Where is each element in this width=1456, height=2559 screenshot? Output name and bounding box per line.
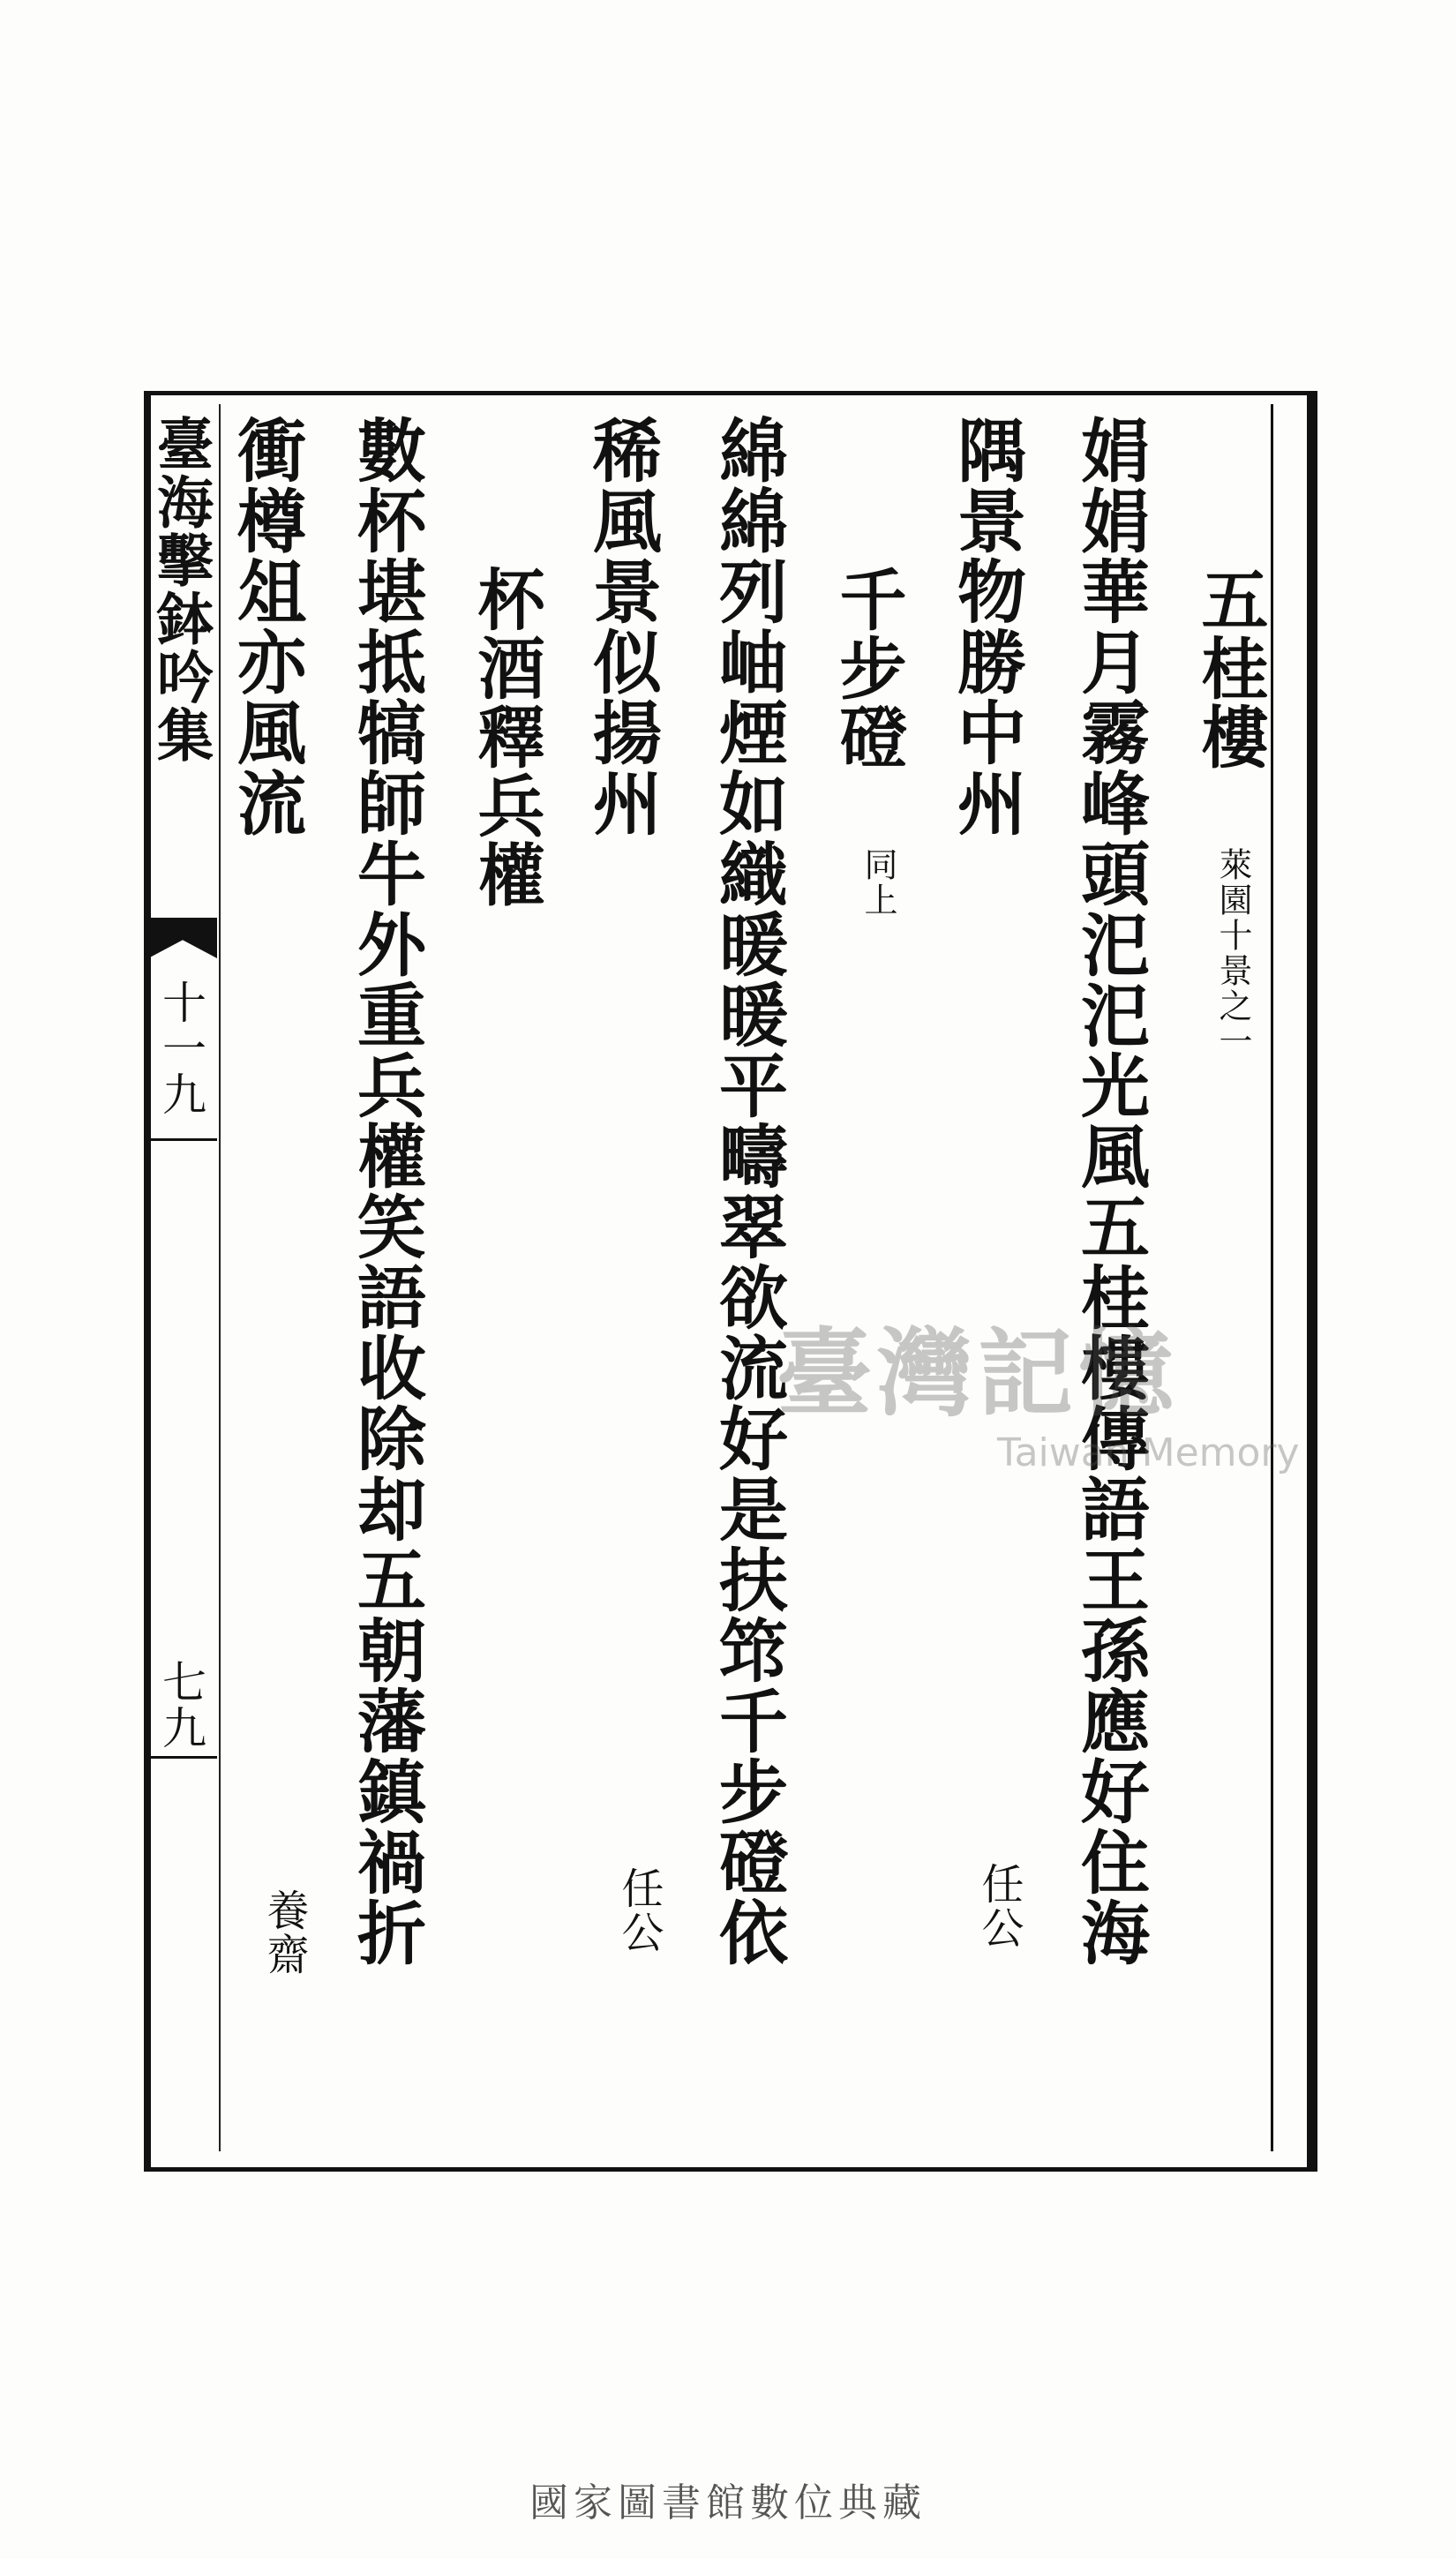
margin-volume: 十一九	[155, 979, 206, 1117]
poem-title-wuguilou: 五桂樓	[1190, 565, 1269, 771]
poem-line: 稀風景似揚州	[582, 415, 662, 838]
poem-line: 衝樽俎亦風流	[226, 415, 306, 838]
margin-divider	[150, 1138, 217, 1141]
watermark-chinese: 臺灣記憶	[777, 1319, 1180, 1430]
margin-book-title: 臺海擊鉢吟集	[147, 415, 214, 764]
poem-author: 養齋	[259, 1888, 309, 1977]
poem-author: 任公	[974, 1862, 1024, 1950]
poem-line: 娟娟華月霧峰頭汜汜光風五桂樓傳語王孫應好住海	[1069, 415, 1150, 1968]
poem-line: 隅景物勝中州	[946, 415, 1026, 838]
watermark-english: Taiwan Memory	[997, 1430, 1300, 1475]
margin-rule	[219, 404, 221, 2151]
poem-note-laiyuan: 萊園十景之一	[1213, 847, 1252, 1059]
margin-page-number: 七九	[155, 1659, 206, 1751]
poem-line: 數杯堪抵犒師牛外重兵權笑語收除却五朝藩鎮禍折	[346, 415, 426, 1968]
poem-note-tongshang: 同上	[859, 847, 897, 918]
poem-title-beijiu: 杯酒釋兵權	[467, 565, 545, 909]
poem-author: 任公	[614, 1866, 664, 1955]
poem-line: 綿綿列岫煙如織暖暖平疇翠欲流好是扶筇千步磴依	[708, 415, 788, 1968]
margin-divider	[150, 1756, 217, 1759]
footer-credit: 國家圖書館數位典藏	[529, 2480, 927, 2525]
inner-border-rule	[1271, 404, 1273, 2151]
poem-title-qianbudeng: 千步磴	[829, 565, 907, 771]
